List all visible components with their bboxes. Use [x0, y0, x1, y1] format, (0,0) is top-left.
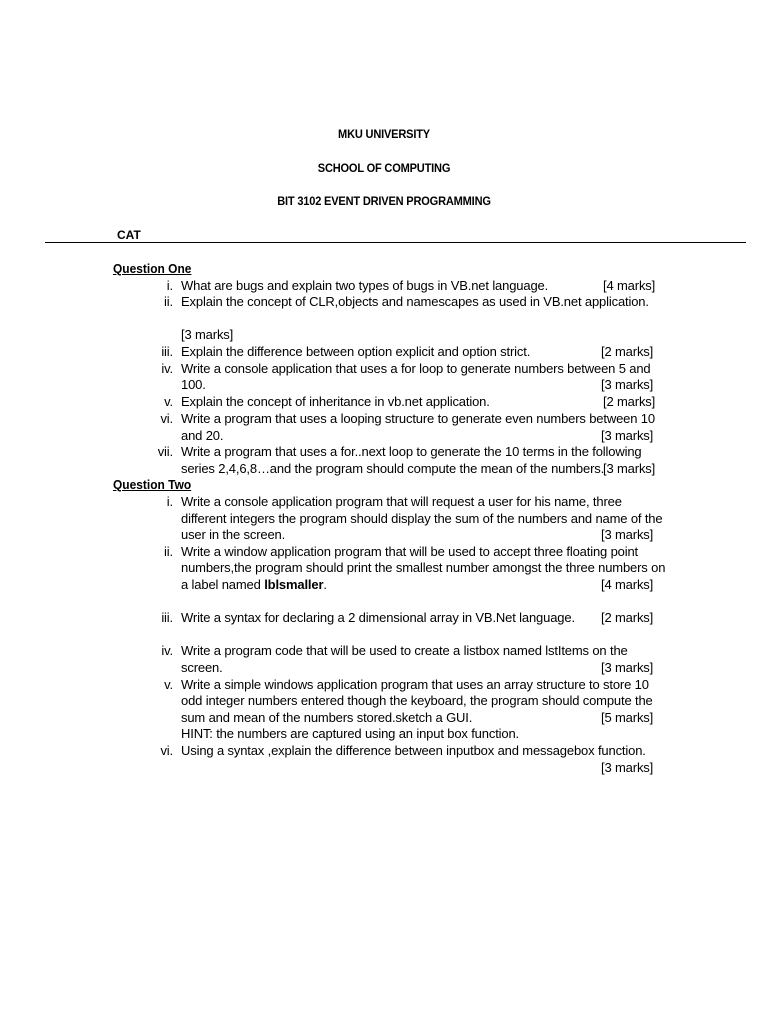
item-text-tail: .	[323, 577, 327, 592]
item-number: iii.	[161, 610, 173, 625]
item-number: v.	[164, 394, 173, 409]
item-text: What are bugs and explain two types of bugs in VB.net language.	[181, 278, 549, 293]
item-text: Write a program that uses a looping structure to generate even numbers between 10	[181, 411, 655, 426]
item-text: different integers the program should display the sum of the numbers and name of the	[181, 511, 663, 526]
item-text: Write a program code that will be used to create a listbox named lstItems on the	[181, 643, 628, 658]
item-text: Write a simple windows application program that uses an array structure to store 10	[181, 677, 649, 692]
item-text: Write a window application program that will be used to accept three floating point	[181, 544, 639, 559]
item-text: Write a console application program that will request a user for his name, three	[181, 494, 622, 509]
header-divider	[45, 242, 746, 243]
item-number: i.	[166, 494, 173, 509]
university-name: MKU UNIVERSITY	[338, 127, 430, 141]
item-text: Write a console application that uses a for loop to generate numbers between 5 and	[181, 361, 651, 376]
item-text: 100.	[181, 377, 206, 392]
item-marks: [3 marks]	[601, 760, 654, 775]
item-text: series 2,4,6,8…and the program should compute the mean of the numbers.	[181, 461, 605, 476]
item-marks: [3 marks]	[601, 527, 654, 542]
item-number: i.	[166, 278, 173, 293]
item-text: Explain the concept of inheritance in vb.net application.	[181, 394, 490, 409]
school-name: SCHOOL OF COMPUTING	[317, 161, 451, 175]
item-number: iii.	[161, 344, 173, 359]
item-text-start: a label named	[181, 577, 265, 592]
item-text: Write a program that uses a for..next loop to generate the 10 terms in the following	[181, 444, 642, 459]
item-text: numbers,the program should print the smallest number amongst the three numbers on	[181, 560, 666, 575]
item-marks: [2 marks]	[601, 344, 654, 359]
item-text: sum and mean of the numbers stored.sketch a GUI.	[181, 710, 473, 725]
item-marks: [3 marks]	[601, 660, 654, 675]
item-text: Write a syntax for declaring a 2 dimensional array in VB.Net language.	[181, 610, 575, 625]
item-text: user in the screen.	[181, 527, 286, 542]
item-number: iv.	[161, 361, 173, 376]
item-text: and 20.	[181, 428, 224, 443]
item-number: ii.	[164, 544, 173, 559]
item-marks: [2 marks]	[601, 610, 654, 625]
question-one-heading: Question One	[113, 261, 192, 276]
item-text: Explain the difference between option explicit and option strict.	[181, 344, 531, 359]
item-number: vi.	[160, 411, 173, 426]
item-number: vii.	[157, 444, 173, 459]
item-number: ii.	[164, 294, 173, 309]
item-number: v.	[164, 677, 173, 692]
item-text	[181, 577, 327, 594]
label-name: lblsmaller	[264, 577, 324, 592]
item-text: odd integer numbers entered though the keyboard, the program should compute the	[181, 693, 653, 708]
item-text: screen.	[181, 660, 223, 675]
course-title: BIT 3102 EVENT DRIVEN PROGRAMMING	[277, 194, 491, 208]
item-text: Explain the concept of CLR,objects and namescapes as used in VB.net application.	[181, 294, 649, 309]
exam-type-label: CAT	[117, 228, 141, 242]
item-marks: [3 marks]	[601, 377, 654, 392]
item-marks: [3 marks]	[603, 461, 656, 476]
item-number: vi.	[160, 743, 173, 758]
item-marks: [4 marks]	[601, 577, 654, 592]
item-marks: [3 marks]	[181, 327, 234, 342]
hint-text: HINT: the numbers are captured using an input box function.	[181, 726, 520, 741]
item-marks: [4 marks]	[603, 278, 656, 293]
item-number: iv.	[161, 643, 173, 658]
item-text: Using a syntax ,explain the difference between inputbox and messagebox function.	[181, 743, 646, 758]
item-marks: [3 marks]	[601, 428, 654, 443]
question-two-heading: Question Two	[113, 477, 192, 492]
item-marks: [5 marks]	[601, 710, 654, 725]
item-marks: [2 marks]	[603, 394, 656, 409]
